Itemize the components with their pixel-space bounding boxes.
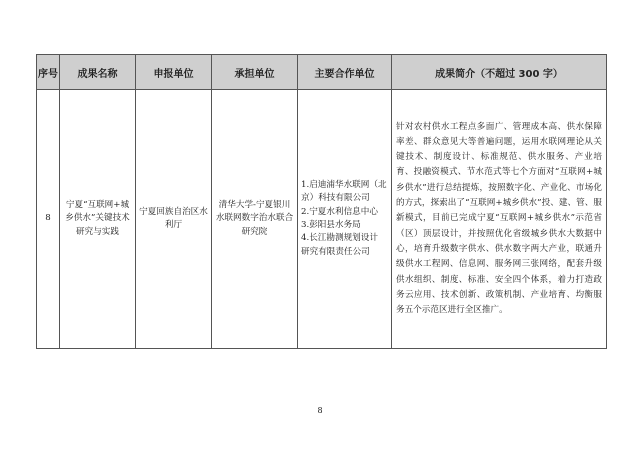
header-summary: 成果简介（不超过 300 字） (392, 55, 607, 90)
cell-achievement-name: 宁夏“互联网+城乡供水”关键技术研究与实践 (60, 90, 136, 349)
partner-line: 研究有限责任公司 (301, 246, 370, 257)
header-applicant: 申报单位 (136, 55, 212, 90)
cell-partners (298, 90, 392, 349)
partner-line: 2.宁夏水利信息中心 (301, 206, 378, 217)
header-achievement-name: 成果名称 (60, 55, 136, 90)
cell-undertaker: 清华大学-宁夏银川水联网数字治水联合研究院 (212, 90, 298, 349)
header-serial: 序号 (37, 55, 60, 90)
partner-line: 京）科技有限公司 (301, 193, 370, 204)
cell-serial: 8 (37, 90, 60, 349)
table-row (37, 90, 607, 349)
partner-line: 1.启迪浦华水联网（北 (301, 180, 387, 191)
header-partners: 主要合作单位 (298, 55, 392, 90)
achievement-table (36, 54, 607, 349)
table-header-row (37, 55, 607, 90)
partner-line: 4.长江勘测规划设计 (301, 233, 378, 244)
cell-applicant: 宁夏回族自治区水利厅 (136, 90, 212, 349)
header-undertaker: 承担单位 (212, 55, 298, 90)
cell-summary: 针对农村供水工程点多面广、管理成本高、供水保障率差、群众意见大等普遍问题，运用水联网理论从关键技术、制度设计、标准规范、供水服务、产业培育、投融资模式、节水范式等七个方面对“互联网+城乡供水”进行总结提炼，按照数字化、产业化、市场化的方式，探索出了“互联网+城乡供水”投、建、管、服新模式，目前已完成宁夏“互联网+城乡供水”示范省（区）顶层设计，并按照优化省级城乡供水大数据中心，培育升级数字供水、供水数字两大产业，联通升级供水工程网、信息网、服务网三张网络，配套升级供水组织、制度、标准、安全四个体系，着力打造政务云应用、技术创新、政策机制、产业培育、均衡服务五个示范区进行全区推广。 (392, 90, 607, 349)
page-number: 8 (317, 406, 323, 415)
partner-line: 3.彭阳县水务局 (301, 220, 361, 230)
